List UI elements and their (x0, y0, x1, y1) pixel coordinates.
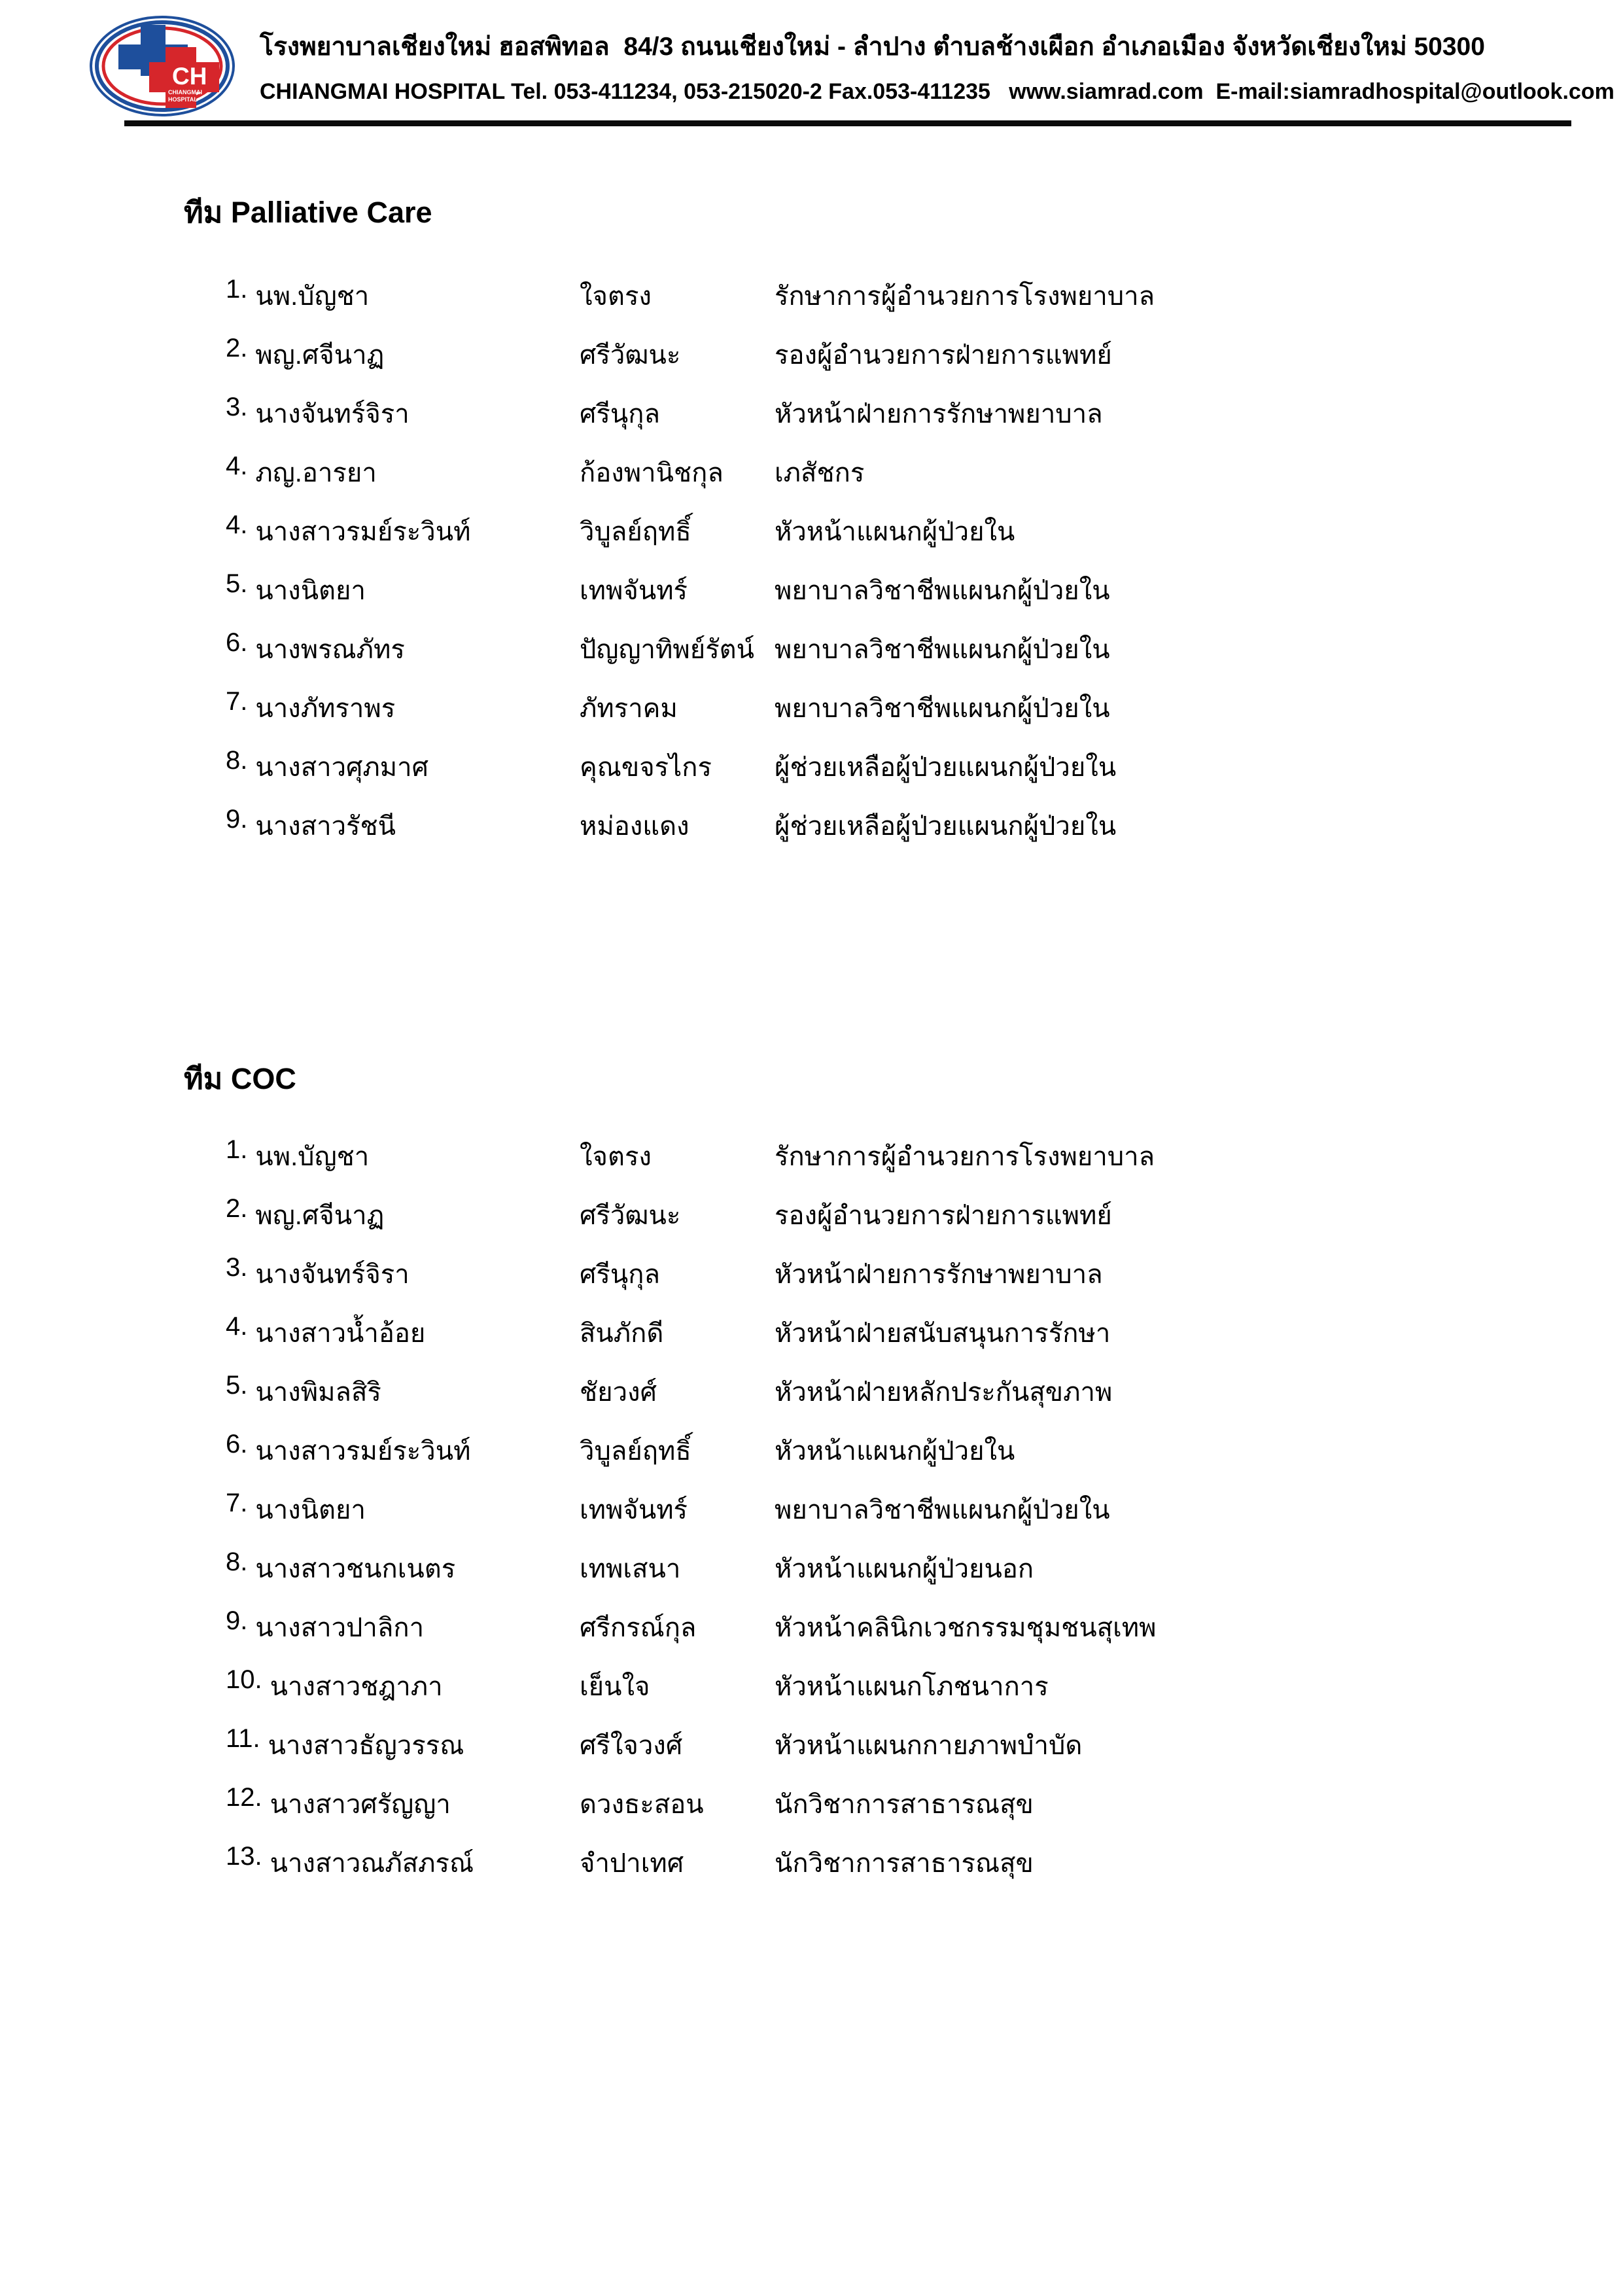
member-role: หัวหน้าแผนกผู้ป่วยใน (775, 1437, 1015, 1466)
member-row (226, 1253, 1157, 1312)
member-surname: คุณขจรไกร (580, 753, 712, 782)
member-surname: เทพจันทร์ (580, 576, 688, 605)
member-role: หัวหน้าแผนกผู้ป่วยนอก (775, 1555, 1034, 1583)
member-number: 3. (226, 393, 248, 421)
member-surname: ภัทราคม (580, 694, 678, 723)
member-role: พยาบาลวิชาชีพแผนกผู้ป่วยใน (775, 1496, 1110, 1525)
member-number: 6. (226, 628, 248, 657)
member-number: 5. (226, 569, 248, 598)
member-row (226, 393, 1155, 451)
member-surname: วิบูลย์ฤทธิ์ (580, 1437, 691, 1466)
member-number-and-name (226, 1724, 580, 1766)
member-first-name: นางสาวณภัสภรณ์ (270, 1849, 474, 1878)
member-first-name: นางสาวรมย์ระวินท์ (255, 1437, 471, 1466)
member-number-and-name (226, 1842, 580, 1884)
member-number-and-name (226, 1783, 580, 1825)
member-row (226, 1312, 1157, 1371)
member-surname: ศรีกรณ์กุล (580, 1614, 697, 1642)
member-row (226, 1135, 1157, 1194)
member-role: รองผู้อำนวยการฝ่ายการแพทย์ (775, 1201, 1112, 1230)
member-number: 12. (226, 1783, 262, 1812)
member-role: พยาบาลวิชาชีพแผนกผู้ป่วยใน (775, 635, 1110, 664)
member-first-name: นางสาวชนกเนตร (255, 1555, 456, 1583)
member-number: 7. (226, 687, 248, 716)
member-surname: หม่องแดง (580, 812, 689, 841)
member-number: 7. (226, 1489, 248, 1517)
member-role: ผู้ช่วยเหลือผู้ป่วยแผนกผู้ป่วยใน (775, 753, 1117, 782)
member-role: หัวหน้าฝ่ายการรักษาพยาบาล (775, 1260, 1103, 1289)
member-row (226, 1724, 1157, 1783)
member-surname: สินภักดี (580, 1319, 664, 1348)
member-surname: เทพเสนา (580, 1555, 681, 1583)
member-role: พยาบาลวิชาชีพแผนกผู้ป่วยใน (775, 694, 1110, 723)
member-role: หัวหน้าฝ่ายหลักประกันสุขภาพ (775, 1378, 1113, 1407)
member-surname: จำปาเทศ (580, 1849, 684, 1878)
member-role: รักษาการผู้อำนวยการโรงพยาบาล (775, 282, 1155, 311)
member-role: พยาบาลวิชาชีพแผนกผู้ป่วยใน (775, 576, 1110, 605)
member-role: หัวหน้าแผนกผู้ป่วยใน (775, 518, 1015, 546)
member-number-and-name (226, 393, 580, 434)
member-first-name: นางสาวธัญวรรณ (268, 1731, 464, 1760)
member-number-and-name (226, 1547, 580, 1589)
member-number-and-name (226, 805, 580, 847)
section-title-coc: ทีม COC (184, 1062, 296, 1095)
member-row (226, 1430, 1157, 1489)
member-number-and-name (226, 334, 580, 376)
member-number: 9. (226, 1606, 248, 1635)
member-surname: ศรีนุกุล (580, 1260, 660, 1289)
member-role: หัวหน้าแผนกโภชนาการ (775, 1672, 1049, 1701)
member-first-name: นพ.บัญชา (255, 1142, 370, 1171)
hospital-name-address: โรงพยาบาลเชียงใหม่ ฮอสพิทอล 84/3 ถนนเชียงใหม่ - ลำปาง ตำบลช้างเผือก อำเภอเมือง จังหวัดเชียงใหม่ 50300 (260, 33, 1485, 61)
member-number-and-name (226, 451, 580, 493)
member-number-and-name (226, 1371, 580, 1413)
member-row (226, 569, 1155, 628)
member-number: 2. (226, 334, 248, 362)
member-first-name: นางจันทร์จิรา (255, 1260, 410, 1289)
member-first-name: นางพิมลสิริ (255, 1378, 381, 1407)
member-surname: ใจตรง (580, 282, 652, 311)
member-surname: เย็นใจ (580, 1672, 650, 1701)
member-number: 6. (226, 1430, 248, 1458)
member-surname: เทพจันทร์ (580, 1496, 688, 1525)
member-role: นักวิชาการสาธารณสุข (775, 1849, 1034, 1878)
section-title-palliative-care: ทีม Palliative Care (184, 196, 432, 229)
member-surname: ศรีวัฒนะ (580, 341, 681, 370)
member-first-name: นางสาวปาลิกา (255, 1614, 425, 1642)
hospital-contact-line: CHIANGMAI HOSPITAL Tel. 053-411234, 053-215020-2 Fax.053-411235 www.siamrad.com E-mail:siamradhospital@outlook.com (260, 79, 1614, 104)
member-surname: ศรีวัฒนะ (580, 1201, 681, 1230)
member-row (226, 805, 1155, 864)
member-surname: ศรีนุกุล (580, 400, 660, 429)
member-number-and-name (226, 569, 580, 611)
member-number-and-name (226, 1665, 580, 1707)
member-number: 8. (226, 746, 248, 775)
member-first-name: นางสาวศุภมาศ (255, 753, 429, 782)
member-number: 9. (226, 805, 248, 834)
member-row (226, 1194, 1157, 1253)
member-first-name: นางสาวรัชนี (255, 812, 396, 841)
member-row (226, 628, 1155, 687)
member-number-and-name (226, 1253, 580, 1295)
member-row (226, 1783, 1157, 1842)
member-number-and-name (226, 746, 580, 788)
member-surname: ปัญญาทิพย์รัตน์ (580, 635, 754, 664)
member-number: 2. (226, 1194, 248, 1223)
palliative-care-member-list (226, 275, 1155, 864)
member-row (226, 746, 1155, 805)
member-role: รักษาการผู้อำนวยการโรงพยาบาล (775, 1142, 1155, 1171)
member-first-name: พญ.ศจีนาฏ (255, 341, 385, 370)
header-divider-rule (124, 120, 1571, 126)
member-row (226, 1371, 1157, 1430)
member-row (226, 275, 1155, 334)
member-surname: ใจตรง (580, 1142, 652, 1171)
member-surname: วิบูลย์ฤทธิ์ (580, 518, 691, 546)
member-role: หัวหน้าคลินิกเวชกรรมชุมชนสุเทพ (775, 1614, 1157, 1642)
member-surname: ก้องพานิชกุล (580, 459, 724, 487)
member-role: รองผู้อำนวยการฝ่ายการแพทย์ (775, 341, 1112, 370)
member-first-name: พญ.ศจีนาฏ (255, 1201, 385, 1230)
member-first-name: นางสาวชฎาภา (270, 1672, 443, 1701)
member-row (226, 1665, 1157, 1724)
member-number-and-name (226, 1489, 580, 1530)
logo-subtext-line1: CHIANGMAI (168, 89, 202, 96)
member-number-and-name (226, 687, 580, 729)
member-number: 4. (226, 451, 248, 480)
member-first-name: นางสาวศรัญญา (270, 1790, 451, 1819)
member-first-name: นางจันทร์จิรา (255, 400, 410, 429)
member-number-and-name (226, 275, 580, 317)
member-number-and-name (226, 628, 580, 670)
member-number: 4. (226, 510, 248, 539)
member-surname: ดวงธะสอน (580, 1790, 704, 1819)
member-row (226, 1489, 1157, 1547)
member-role: เภสัชกร (775, 459, 865, 487)
member-number: 13. (226, 1842, 262, 1871)
member-row (226, 510, 1155, 569)
member-first-name: นางนิตยา (255, 1496, 366, 1525)
member-number: 10. (226, 1665, 262, 1694)
member-number-and-name (226, 1194, 580, 1236)
member-row (226, 1842, 1157, 1901)
member-first-name: ภญ.อารยา (255, 459, 377, 487)
member-first-name: นางภัทราพร (255, 694, 396, 723)
member-role: หัวหน้าฝ่ายการรักษาพยาบาล (775, 400, 1103, 429)
member-role: หัวหน้าฝ่ายสนับสนุนการรักษา (775, 1319, 1111, 1348)
member-first-name: นางพรณภัทร (255, 635, 405, 664)
member-number: 1. (226, 1135, 248, 1164)
member-number-and-name (226, 510, 580, 552)
member-number: 11. (226, 1724, 260, 1753)
member-row (226, 1547, 1157, 1606)
member-row (226, 451, 1155, 510)
member-number: 4. (226, 1312, 248, 1341)
member-surname: ศรีใจวงศ์ (580, 1731, 683, 1760)
member-number: 3. (226, 1253, 248, 1282)
logo-subtext-line2: HOSPITAL (168, 96, 198, 103)
member-role: หัวหน้าแผนกกายภาพบำบัด (775, 1731, 1083, 1760)
member-row (226, 687, 1155, 746)
member-first-name: นางสาวน้ำอ้อย (255, 1319, 426, 1348)
member-row (226, 1606, 1157, 1665)
member-first-name: นพ.บัญชา (255, 282, 370, 311)
member-number: 8. (226, 1547, 248, 1576)
member-number-and-name (226, 1312, 580, 1354)
member-first-name: นางนิตยา (255, 576, 366, 605)
member-number-and-name (226, 1430, 580, 1472)
member-role: นักวิชาการสาธารณสุข (775, 1790, 1034, 1819)
member-number: 5. (226, 1371, 248, 1400)
member-number-and-name (226, 1606, 580, 1648)
member-number: 1. (226, 275, 248, 304)
member-first-name: นางสาวรมย์ระวินท์ (255, 518, 471, 546)
member-role: ผู้ช่วยเหลือผู้ป่วยแผนกผู้ป่วยใน (775, 812, 1117, 841)
coc-member-list (226, 1135, 1157, 1901)
hospital-logo (88, 14, 236, 118)
logo-monogram: CH (172, 63, 207, 90)
member-number-and-name (226, 1135, 580, 1177)
member-surname: ชัยวงศ์ (580, 1378, 657, 1407)
member-row (226, 334, 1155, 393)
